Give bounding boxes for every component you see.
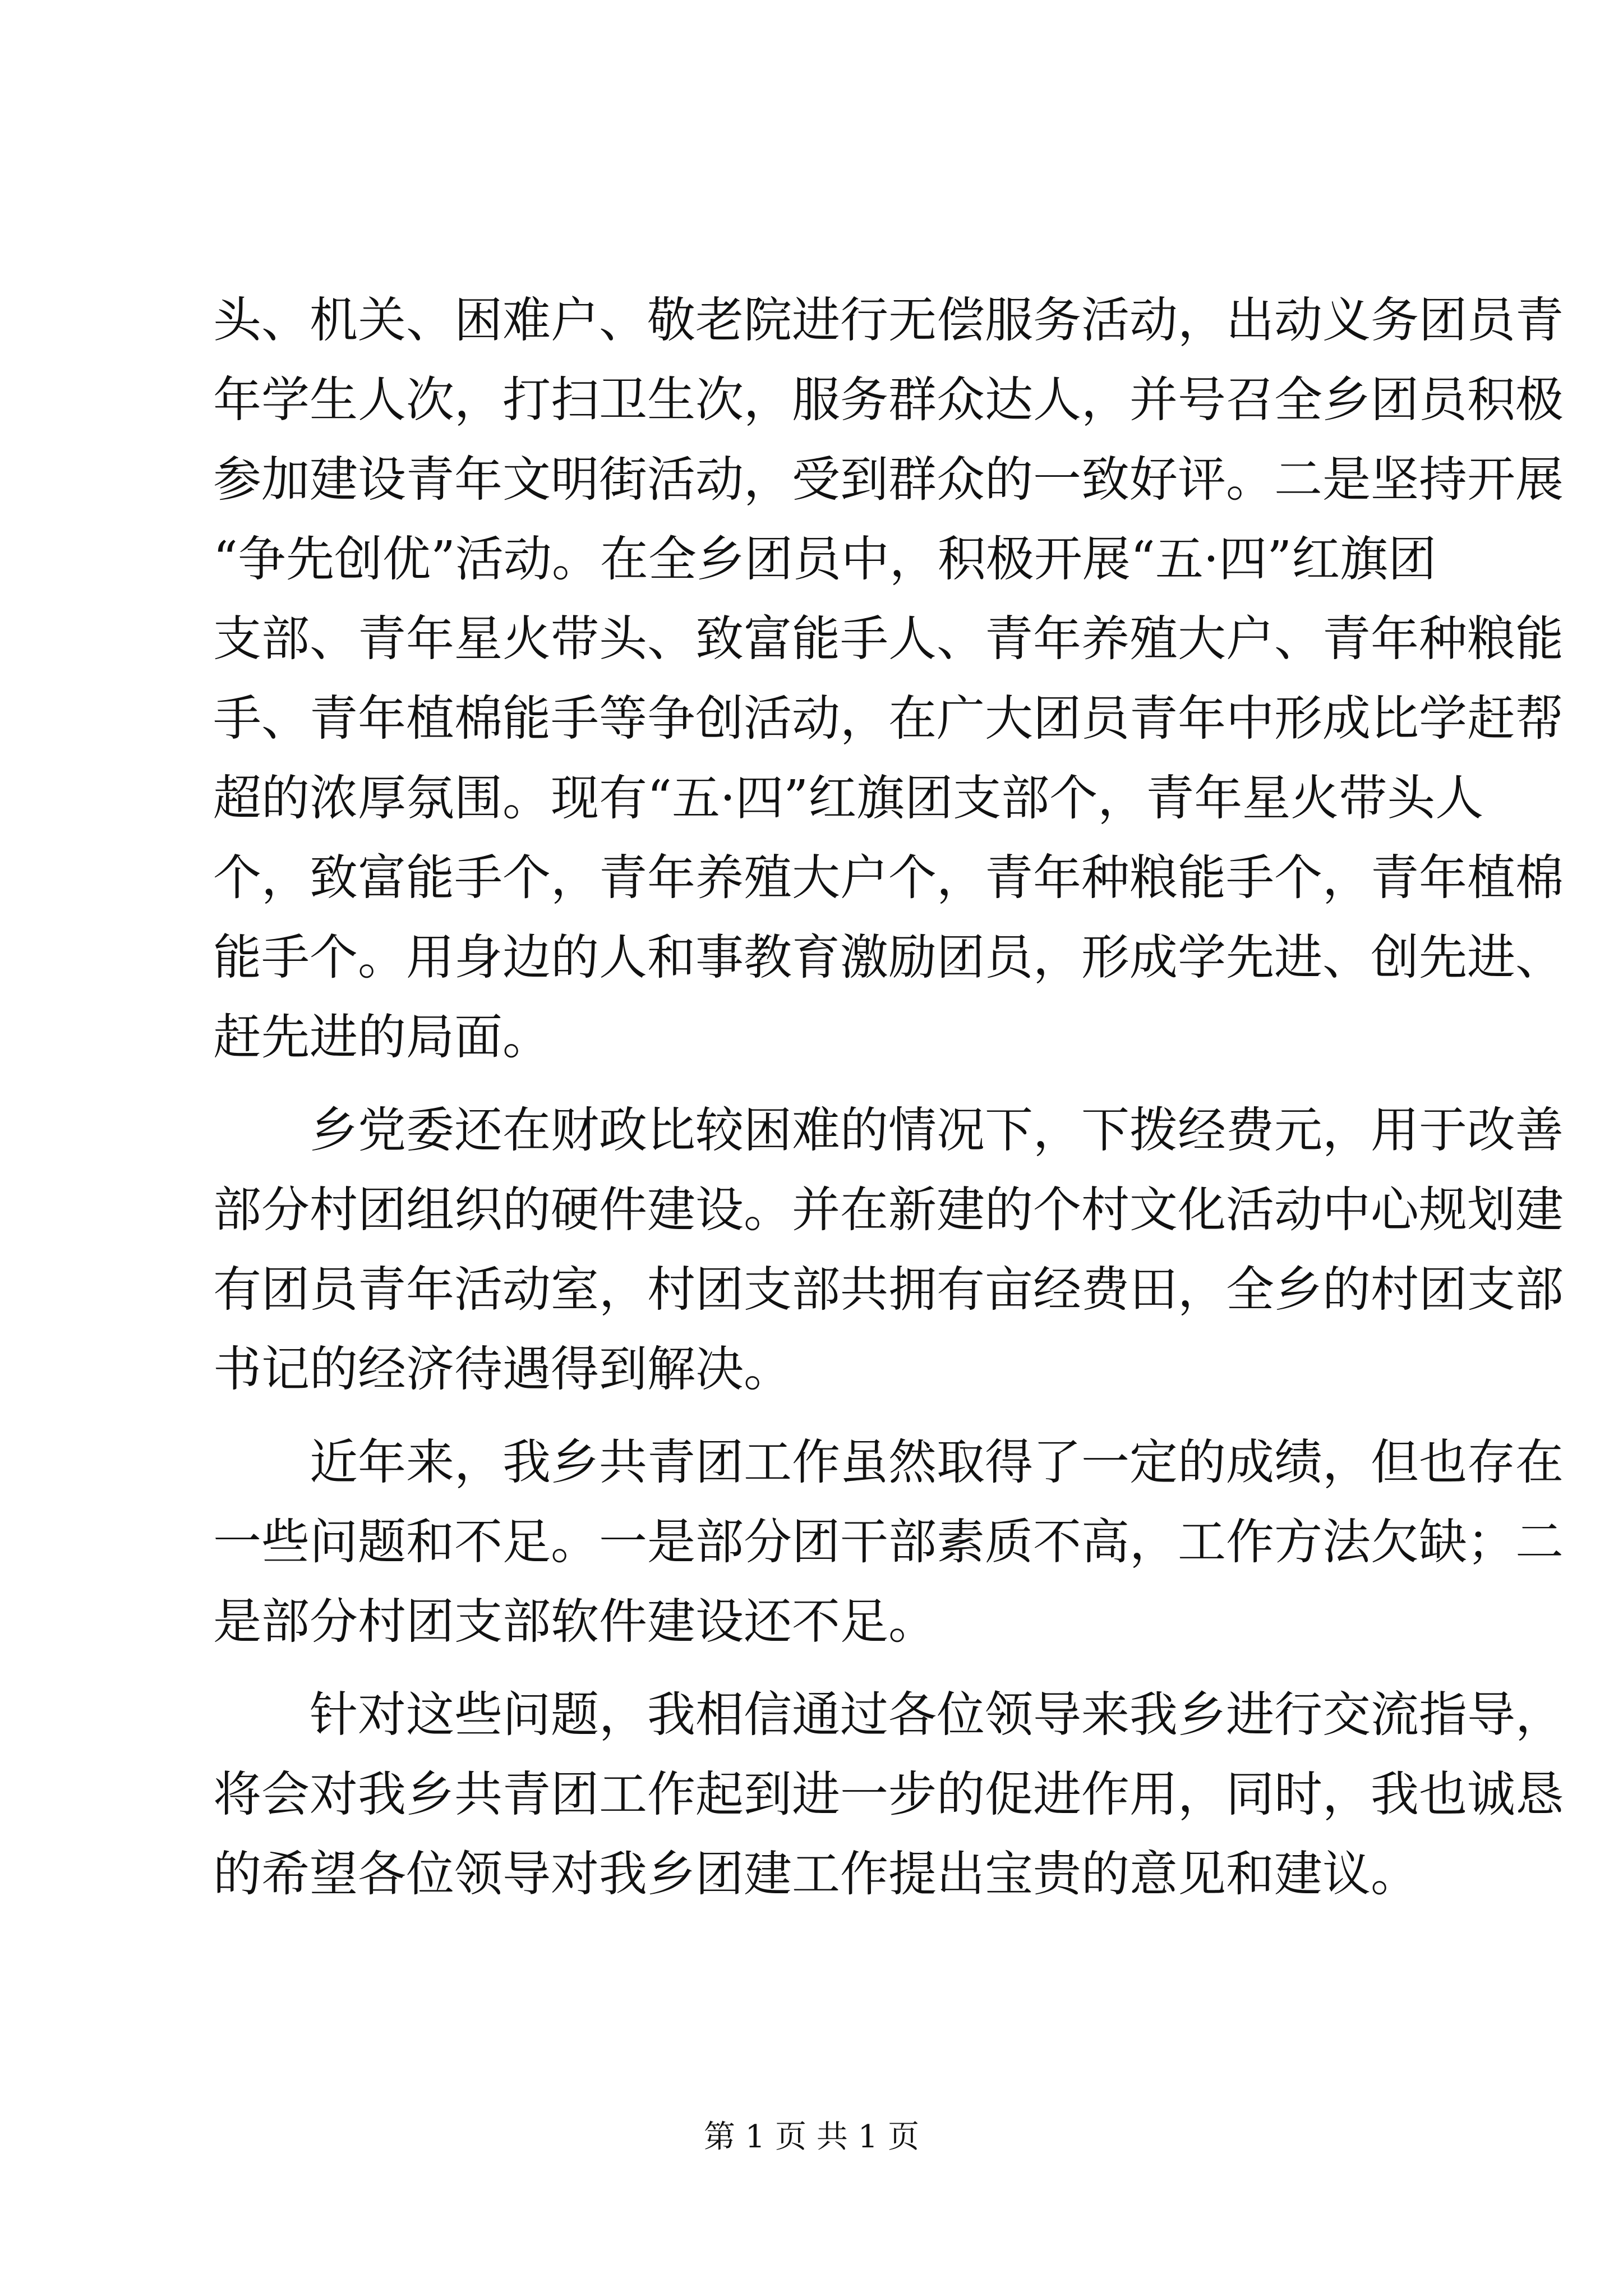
text-line: 一些问题和不足。一是部分团干部素质不高，工作方法欠缺；二 xyxy=(213,1514,1564,1570)
page-number-footer: 第 1 页 共 1 页 xyxy=(703,2119,920,2155)
text-line: 参加建设青年文明街活动，受到群众的一致好评。二是坚持开展 xyxy=(213,452,1564,508)
text-line: 有团员青年活动室，村团支部共拥有亩经费田，全乡的村团支部 xyxy=(213,1262,1564,1318)
paragraph-4 xyxy=(213,1675,1564,1914)
paragraph-2 xyxy=(213,1091,1564,1409)
paragraph-spacer xyxy=(213,1077,1424,1091)
text-line: 头、机关、困难户、敬老院进行无偿服务活动，出动义务团员青 xyxy=(213,292,1564,348)
text-line: 超的浓厚氛围。现有“五·四”红旗团支部个，青年星火带头人 xyxy=(213,770,1484,826)
text-line: 手、青年植棉能手等争创活动，在广大团员青年中形成比学赶帮 xyxy=(213,691,1564,747)
text-line: 将会对我乡共青团工作起到进一步的促进作用，同时，我也诚恳 xyxy=(213,1766,1564,1823)
text-line: 的希望各位领导对我乡团建工作提出宝贵的意见和建议。 xyxy=(213,1846,1419,1902)
text-line: 是部分村团支部软件建设还不足。 xyxy=(213,1594,937,1650)
paragraph-1 xyxy=(213,280,1564,1077)
document-body xyxy=(213,280,1564,1914)
text-line: 个，致富能手个，青年养殖大户个，青年种粮能手个，青年植棉 xyxy=(213,850,1564,906)
text-line: 能手个。用身边的人和事教育激励团员，形成学先进、创先进、 xyxy=(213,930,1564,986)
paragraph-3 xyxy=(213,1423,1564,1662)
text-line: 赶先进的局面。 xyxy=(213,1009,551,1065)
text-line: 书记的经济待遇得到解决。 xyxy=(213,1341,792,1397)
text-line: 针对这些问题，我相信通过各位领导来我乡进行交流指导， xyxy=(310,1687,1564,1743)
text-line: 部分村团组织的硬件建设。并在新建的个村文化活动中心规划建 xyxy=(213,1182,1564,1238)
paragraph-spacer xyxy=(213,1409,1424,1423)
text-line: 支部、青年星火带头、致富能手人、青年养殖大户、青年种粮能 xyxy=(213,611,1564,667)
text-line: 年学生人次，打扫卫生次，服务群众达人，并号召全乡团员积极 xyxy=(213,372,1564,428)
text-line: 乡党委还在财政比较困难的情况下，下拨经费元，用于改善 xyxy=(310,1102,1564,1158)
paragraph-spacer xyxy=(213,1662,1424,1675)
text-line: 近年来，我乡共青团工作虽然取得了一定的成绩，但也存在 xyxy=(310,1434,1564,1490)
text-line: “争先创优”活动。在全乡团员中，积极开展“五·四”红旗团 xyxy=(213,531,1437,587)
